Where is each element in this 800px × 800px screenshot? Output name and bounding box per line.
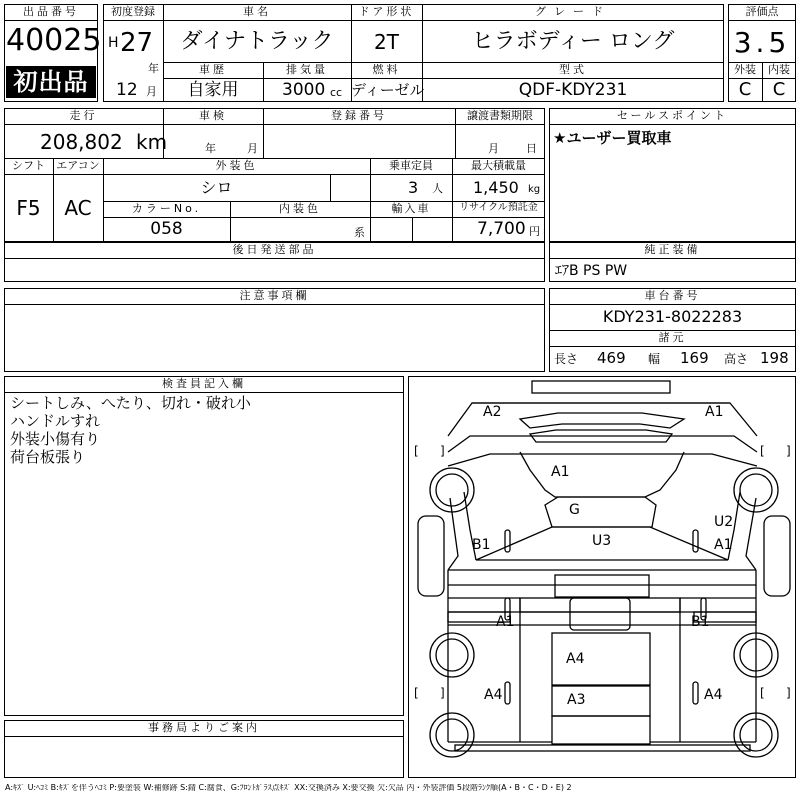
damage-mark: G [569, 502, 580, 518]
divider [549, 124, 796, 125]
max-load-value: 1,450 [473, 178, 519, 197]
damage-mark: A1 [496, 614, 515, 630]
svg-text:[: [ [414, 686, 419, 700]
length-value: 469 [597, 349, 626, 367]
recycle-label: リサイクル預託金 [459, 202, 538, 213]
mileage-unit: km [136, 130, 168, 154]
truck-outline [408, 376, 796, 778]
first-reg-year: 27 [120, 28, 154, 58]
car-name-label: 車名 [243, 5, 271, 18]
int-color-unit: 系 [354, 226, 365, 239]
aircon-value: AC [64, 196, 92, 220]
transfer-month-unit: 月 [488, 142, 499, 155]
int-color-label: 内装色 [279, 202, 321, 215]
transfer-day-unit: 日 [526, 142, 537, 155]
displacement-value: 3000 [282, 80, 326, 100]
svg-text:[: [ [414, 444, 419, 458]
first-reg-era: H [108, 35, 119, 51]
damage-mark: A4 [566, 651, 585, 667]
score-value: 3.5 [733, 26, 791, 59]
ext-color-label: 外装色 [215, 159, 258, 172]
fuel-label: 燃料 [372, 63, 401, 76]
chassis-label: 車台番号 [644, 289, 701, 302]
damage-mark: A4 [704, 687, 723, 703]
sales-point-value: ★ユーザー買取車 [553, 129, 672, 147]
displacement-unit: cc [330, 86, 343, 99]
dims-label: 諸元 [658, 331, 687, 344]
ext-score-label: 外装 [734, 63, 756, 76]
divider [549, 258, 796, 259]
displacement-label: 排気量 [286, 63, 328, 76]
svg-text:]: ] [440, 686, 445, 700]
later-parts-label: 後日発送部品 [232, 243, 317, 256]
aircon-label: エアコン [56, 159, 100, 172]
divider [4, 304, 545, 305]
chassis-value: KDY231-8022283 [602, 307, 743, 326]
equipment-label: 純正装備 [644, 243, 701, 256]
height-label: 高さ [724, 352, 749, 366]
reg-no-label: 登録番号 [331, 109, 387, 122]
length-label: 長さ [554, 352, 579, 366]
width-value: 169 [680, 349, 709, 367]
width-label: 幅 [648, 352, 661, 366]
grade-label: グレード [535, 5, 611, 18]
damage-mark: B1 [691, 614, 710, 630]
damage-mark: A3 [567, 692, 586, 708]
door-value: 2T [374, 30, 399, 54]
damage-mark: A1 [551, 464, 570, 480]
transfer-label: 譲渡書類期限 [467, 109, 533, 122]
divider [4, 20, 98, 21]
damage-mark: A1 [705, 404, 724, 420]
divider [4, 258, 545, 259]
inspector-line: 荷台板張り [10, 448, 86, 466]
first-reg-label: 初度登録 [111, 5, 155, 18]
score-label: 評価点 [745, 5, 779, 18]
svg-text:]: ] [786, 444, 791, 458]
mileage-label: 走行 [69, 109, 98, 122]
int-score-label: 内装 [768, 63, 790, 76]
inspector-label: 検査員記入欄 [162, 377, 246, 390]
svg-text:]: ] [786, 686, 791, 700]
recycle-unit: 円 [529, 225, 540, 238]
damage-mark: A4 [484, 687, 503, 703]
height-value: 198 [760, 349, 789, 367]
model-value: QDF-KDY231 [518, 80, 628, 100]
inspection-label: 車検 [199, 109, 227, 122]
sales-point-label: セールスポイント [616, 109, 728, 122]
divider [4, 174, 545, 175]
capacity-label: 乗車定員 [389, 159, 433, 172]
ext-score-value: C [738, 79, 752, 100]
lot-number: 40025 [6, 23, 102, 58]
divider [4, 392, 404, 393]
inspector-line: ハンドルすれ [10, 412, 101, 430]
divider [330, 174, 331, 202]
office-label: 事務局よりご案内 [148, 721, 260, 734]
divider [4, 124, 545, 125]
damage-mark: A1 [714, 537, 733, 553]
divider [103, 20, 724, 21]
equipment-value: ｴｱB PS PW [555, 263, 628, 279]
grade-value: ヒラボディー ロング [471, 29, 675, 54]
capacity-value: 3 [408, 178, 419, 197]
damage-mark: U2 [714, 514, 734, 530]
lot-label: 出品番号 [23, 5, 79, 18]
divider [163, 78, 724, 79]
svg-text:[: [ [760, 444, 765, 458]
shift-value: F5 [16, 196, 41, 220]
fuel-value: ディーゼル [351, 81, 425, 99]
mileage-value: 208,802 [40, 130, 123, 154]
divider [103, 217, 545, 218]
recycle-value: 7,700 [477, 219, 526, 239]
ext-color-value: シロ [200, 178, 233, 197]
history-value: 自家用 [187, 80, 239, 100]
divider [163, 62, 724, 63]
history-label: 車歴 [199, 63, 227, 76]
inspector-line: 外装小傷有り [10, 430, 101, 448]
inspector-line: シートしみ、へたり、切れ・破れ小 [10, 394, 251, 412]
first-listing-badge: 初出品 [6, 66, 96, 98]
first-reg-year-unit: 年 [148, 62, 159, 75]
int-score-value: C [772, 79, 786, 100]
damage-mark: A2 [483, 404, 502, 420]
divider [412, 217, 413, 242]
shift-label: シフト [12, 159, 45, 172]
door-label: ドア形状 [358, 5, 415, 18]
divider [4, 736, 404, 737]
model-label: 型式 [559, 63, 587, 76]
damage-mark: U3 [592, 533, 612, 549]
damage-diagram [408, 376, 796, 778]
car-name-value: ダイナトラック [180, 29, 334, 54]
notes-label: 注意事項欄 [239, 289, 310, 302]
divider [728, 20, 796, 21]
max-load-unit: kg [528, 184, 541, 195]
svg-text:]: ] [440, 444, 445, 458]
inspection-month-unit: 月 [247, 142, 258, 155]
divider [549, 346, 796, 347]
color-no-label: カラーNo. [131, 202, 202, 215]
svg-text:[: [ [760, 686, 765, 700]
details-grid [4, 108, 545, 242]
max-load-label: 最大積載量 [471, 159, 526, 172]
capacity-unit: 人 [432, 182, 443, 195]
legend-text: A:ｷｽﾞ U:ﾍｺﾐ B:ｷｽﾞを伴うﾍｺﾐ P:要塗装 W:補修跡 S:錆 C:腐食、G:ﾌﾛﾝﾄｶﾞﾗｽ点ｷｽﾞ XX:交換済み X:要交換 欠:欠品 内・外装評価 5段階ﾗﾝｸ順(A・B・C・D・E) 2 [5, 784, 572, 792]
import-label: 輸入車 [391, 202, 431, 215]
divider [549, 304, 796, 305]
color-no-value: 058 [150, 219, 183, 239]
inspection-year-unit: 年 [205, 142, 216, 155]
first-reg-month-unit: 月 [146, 85, 157, 98]
damage-mark: B1 [472, 537, 491, 553]
first-reg-month: 12 [116, 80, 138, 100]
